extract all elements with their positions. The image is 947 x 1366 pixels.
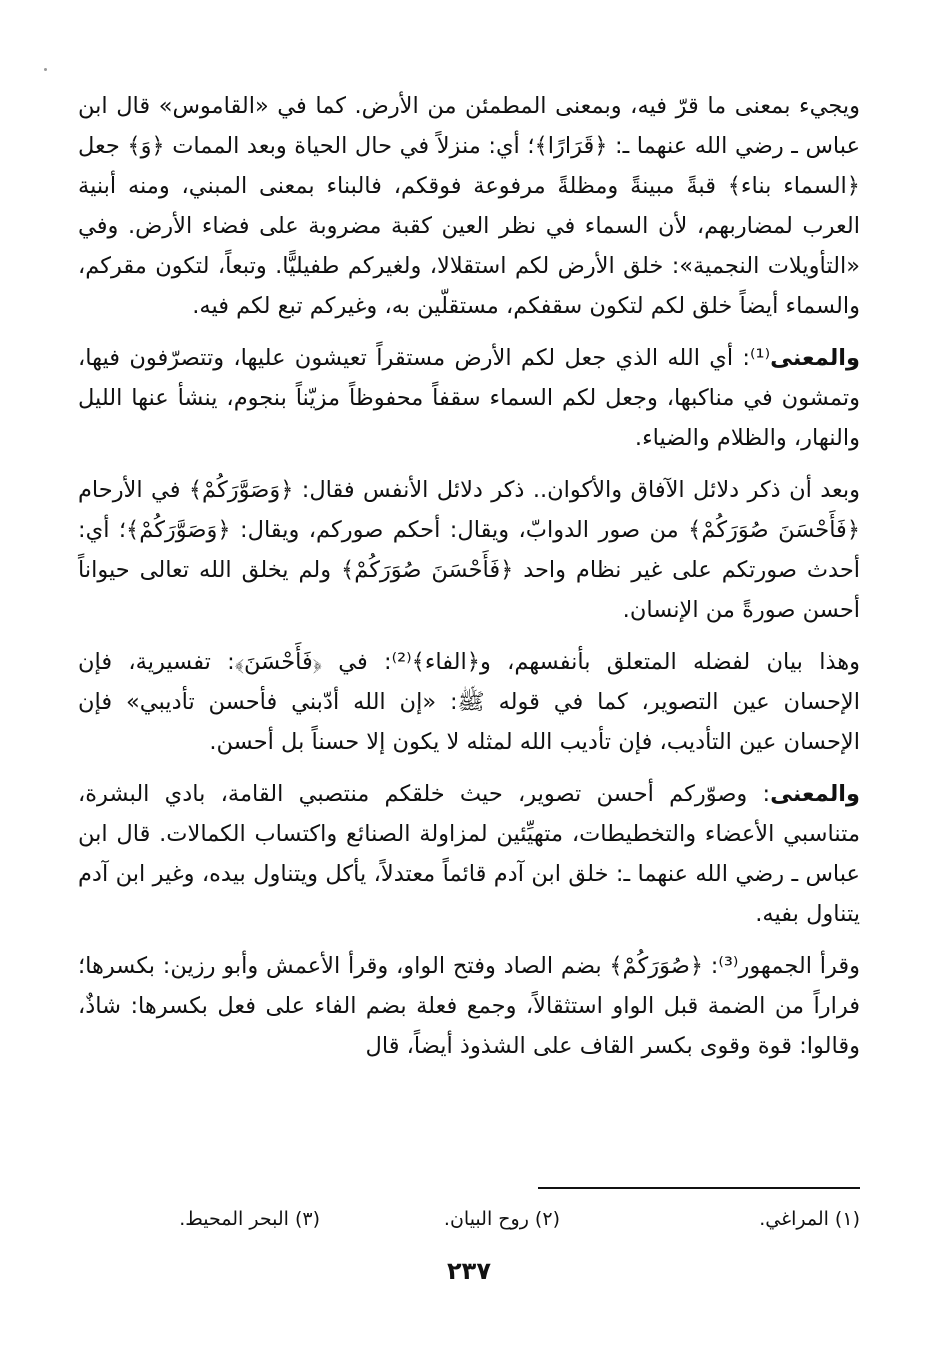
document-page bbox=[78, 86, 860, 1356]
page-number: ٢٣٧ bbox=[447, 1257, 491, 1285]
footnote-1: (١) المراغي. bbox=[759, 1208, 860, 1230]
paragraph-4-text: وهذا بيان لفضله المتعلق بأنفسهم، و﴿الفاء﴾⁽²⁾: في ﴿فَأَحْسَنَ﴾: تفسيرية، فإن الإحسان عين التصوير، كما في قوله ﷺ: «إن الله أدّبني فأحسن تأديبي» فإن الإحسان عين التأديب، فإن تأديب الله لمثله لا يكون إلا حسناً بل أحسن. bbox=[78, 649, 860, 755]
footnote-2: (٢) روح البيان. bbox=[443, 1208, 560, 1230]
paragraph-6-text: وقرأ الجمهور⁽³⁾: ﴿صُوَرَكُمْ﴾ بضم الصاد وفتح الواو، وقرأ الأعمش وأبو رزين: بكسرها؛ فراراً من الضمة قبل الواو استثقالاً، وجمع فعلة بضم الفاء على فعل بكسرها: شاذٌ، وقالوا: قوة وقوى بكسر القاف على الشذوذ أيضاً، قال bbox=[78, 953, 860, 1059]
paragraph-2-text: ⁽¹⁾: أي الله الذي جعل لكم الأرض مستقراً تعيشون عليها، وتتصرّفون فيها، وتمشون في مناكبها، وجعل لكم السماء سقفاً محفوظاً مزيّناً بنجوم، ينشأ عنها الليل والنهار، والظلام والضياء. bbox=[78, 345, 860, 451]
paragraph-3 bbox=[78, 470, 860, 630]
paragraph-1 bbox=[78, 86, 860, 326]
paragraph-2 bbox=[78, 338, 860, 458]
paragraph-3-text: وبعد أن ذكر دلائل الآفاق والأكوان.. ذكر دلائل الأنفس فقال: ﴿وَصَوَّرَكُمْ﴾ في الأرحام ﴿فَأَحْسَنَ صُوَرَكُمْ﴾ من صور الدوابّ، ويقال: أحكم صوركم، ويقال: ﴿وَصَوَّرَكُمْ﴾؛ أي: أحدث صورتكم على غير نظام واحد ﴿فَأَحْسَنَ صُوَرَكُمْ﴾ ولم يخلق الله تعالى حيواناً أحسن صورةً من الإنسان. bbox=[78, 477, 860, 623]
paragraph-2-lead: والمعنى bbox=[770, 345, 860, 371]
footnote-3: (٣) البحر المحيط. bbox=[179, 1208, 320, 1230]
footnotes bbox=[78, 1204, 860, 1236]
paragraph-6 bbox=[78, 946, 860, 1066]
paragraph-5 bbox=[78, 774, 860, 934]
scan-speck bbox=[44, 68, 47, 71]
footnote-divider bbox=[538, 1187, 860, 1189]
paragraph-1-text: ويجيء بمعنى ما قرّ فيه، وبمعنى المطمئن من الأرض. كما في «القاموس» قال ابن عباس ـ رضي الله عنهما ـ: ﴿قَرَارًا﴾؛ أي: منزلاً في حال الحياة وبعد الممات ﴿وَ﴾ جعل ﴿السماء بناء﴾ قبةً مبينةً ومظلةً مرفوعة فوقكم، فالبناء بمعنى المبني، ومنه أبنية العرب لمضاربهم، لأن السماء في نظر العين كقبة مضروبة على فضاء الأرض. وفي «التأويلات النجمية»: خلق الأرض لكم استقلالا، ولغيركم طفيليًّا. وتبعاً، لتكون مقركم، والسماء أيضاً خلق لكم لتكون سقفكم، مستقلّين به، وغيركم تبع لكم فيه. bbox=[78, 93, 860, 319]
paragraph-5-text: : وصوّركم أحسن تصوير، حيث خلقكم منتصبي القامة، بادي البشرة، متناسبي الأعضاء والتخطيطات، متهيِّئين لمزاولة الصنائع واكتساب الكمالات. قال ابن عباس ـ رضي الله عنهما ـ: خلق ابن آدم قائماً معتدلاً، يأكل ويتناول بيده، وغير ابن آدم يتناول بفيه. bbox=[78, 781, 860, 927]
paragraph-5-lead: والمعنى bbox=[770, 781, 860, 807]
paragraph-4 bbox=[78, 642, 860, 762]
